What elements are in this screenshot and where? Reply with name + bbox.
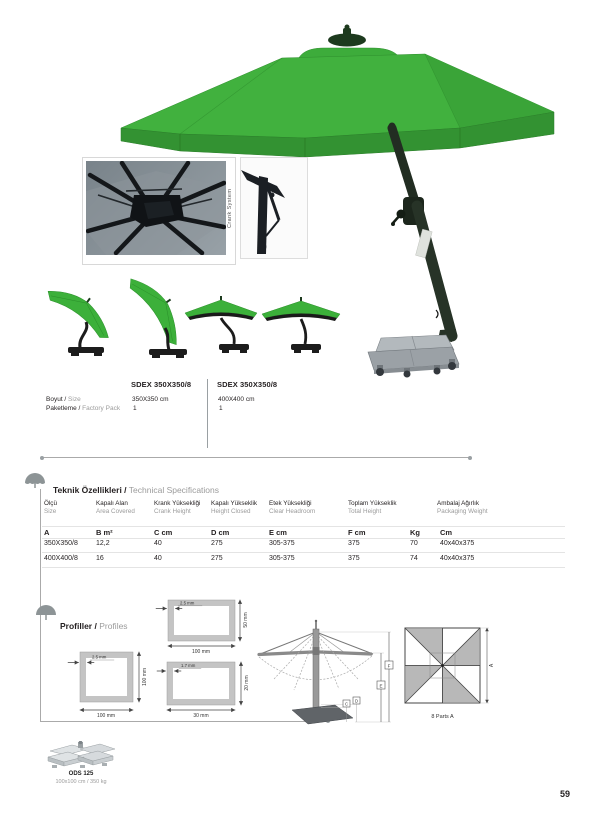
row-label-pack-en: Factory Pack — [82, 405, 121, 412]
profile-drawing-3 — [157, 662, 250, 719]
spec-col-packaging-en: Packaging Weight — [437, 507, 488, 515]
spec-cell: 275 — [211, 540, 223, 547]
dim-label-a: A — [489, 663, 495, 668]
spec-col-packaging — [437, 500, 488, 515]
spec-col-closed — [211, 500, 257, 515]
unit-a: A — [44, 528, 50, 537]
spec-cell: 305-375 — [269, 555, 295, 562]
spec-rule-1 — [42, 526, 565, 527]
row-label-size — [46, 396, 81, 403]
profile-1-height-label: 50 mm — [243, 612, 249, 628]
spec-col-total-en: Total Height — [348, 507, 382, 515]
spec-rule-2 — [42, 538, 565, 539]
profile-1-wall-label: 2.5 mm — [180, 600, 195, 606]
unit-kg: Kg — [410, 528, 420, 537]
spec-col-size — [44, 500, 57, 515]
size-value-1: 350X350 cm — [132, 396, 169, 403]
unit-d: D cm — [211, 528, 230, 537]
spec-col-area-tr: Kapalı Alan — [96, 500, 128, 507]
umbrella-base — [368, 329, 459, 378]
spec-col-closed-en: Height Closed — [211, 507, 251, 515]
parts-caption: 8 Parts A — [431, 714, 454, 720]
dim-label-d: D — [354, 698, 359, 704]
spec-cell: 40 — [154, 555, 162, 562]
unit-c: C cm — [154, 528, 173, 537]
spec-cell: 275 — [211, 555, 223, 562]
row-label-size-tr: Boyut / — [46, 396, 67, 403]
dim-label-c: C — [344, 701, 349, 707]
base-spec: 100x100 cm / 350 kg — [55, 779, 107, 785]
spec-cell: 305-375 — [269, 540, 295, 547]
dim-label-e: E — [379, 683, 383, 689]
tech-specs-title-tr: Teknik Özellikleri / — [53, 485, 127, 495]
product-column-header-1: SDEX 350X350/8 — [131, 380, 192, 389]
spec-cell: 40x40x375 — [440, 540, 475, 547]
spec-cell: 400X400/8 — [44, 555, 78, 562]
products-table-divider — [207, 379, 208, 448]
profile-1-width-label: 100 mm — [191, 649, 211, 655]
spec-col-headroom-tr: Etek Yüksekliği — [269, 500, 312, 507]
row-label-pack-tr: Paketleme / — [46, 405, 81, 412]
dim-label-f: F — [387, 663, 391, 669]
spec-cell: 40 — [154, 540, 162, 547]
base-model: ODS 125 — [68, 771, 94, 777]
profile-2-height-label: 100 mm — [142, 667, 148, 687]
connector-dot-right — [468, 456, 472, 460]
row-label-size-en: Size — [68, 396, 81, 403]
umbrella-view-tilted-2 — [125, 278, 194, 358]
umbrella-view-open-1 — [185, 296, 257, 353]
umbrella-finial — [328, 25, 366, 47]
umbrella-view-tilted-1 — [44, 278, 121, 356]
profiles-drawings — [40, 595, 500, 740]
crank-system-label: Crank System — [227, 188, 233, 228]
profile-2-width-label: 100 mm — [96, 713, 116, 719]
pack-value-1: 1 — [133, 405, 137, 412]
profile-3-wall-label: 1.7 mm — [181, 663, 196, 668]
spec-cell: 40x40x375 — [440, 555, 475, 562]
spec-col-crank-en: Crank Height — [154, 507, 191, 515]
profile-2-wall-label: 2.5 mm — [92, 654, 107, 660]
spec-cell: 375 — [348, 555, 360, 562]
spec-cell: 16 — [96, 555, 104, 562]
spec-cell: 375 — [348, 540, 360, 547]
profiles-title-tr: Profiller / — [60, 621, 97, 631]
product-column-header-2: SDEX 350X350/8 — [217, 380, 278, 389]
spec-col-headroom — [269, 500, 315, 515]
canopy-top-view-diagram — [405, 628, 495, 720]
spec-col-packaging-tr: Ambalaj Ağırlık — [437, 500, 479, 507]
pack-value-2: 1 — [219, 405, 223, 412]
unit-b: B m² — [96, 528, 113, 537]
profiles-title-en: Profiles — [99, 621, 128, 631]
spec-rule-4 — [42, 567, 565, 568]
umbrella-pole — [389, 123, 453, 337]
profile-3-height-label: 20 mm — [244, 675, 250, 691]
umbrella-view-open-2 — [262, 297, 340, 353]
under-canopy-photo — [82, 157, 236, 265]
umbrella-icon — [24, 472, 46, 489]
tech-specs-title-en: Technical Specifications — [128, 485, 220, 495]
base-block-drawing — [42, 741, 120, 771]
umbrella-canopy — [121, 54, 554, 157]
unit-f: F cm — [348, 528, 366, 537]
umbrella-dimension-diagram — [259, 620, 393, 724]
spec-col-area-en: Area Covered — [96, 507, 135, 515]
section-connector-line — [42, 457, 470, 458]
page-number: 59 — [559, 789, 570, 799]
under-canopy-ribs — [86, 161, 226, 255]
crank-detail-photo — [240, 157, 308, 259]
spec-cell: 70 — [410, 540, 418, 547]
spec-col-total — [348, 500, 397, 515]
spec-col-crank-tr: Krank Yüksekliği — [154, 500, 201, 507]
spec-col-headroom-en: Clear Headroom — [269, 507, 316, 515]
row-label-pack — [46, 405, 120, 412]
spec-col-closed-tr: Kapalı Yükseklik — [211, 500, 258, 507]
umbrella-tilt-views — [30, 278, 380, 363]
spec-col-total-tr: Toplam Yükseklik — [348, 500, 397, 507]
spec-col-area — [96, 500, 135, 515]
unit-e: E cm — [269, 528, 287, 537]
profile-3-width-label: 30 mm — [193, 713, 209, 719]
profile-drawing-1 — [156, 600, 249, 655]
profile-drawing-2 — [68, 652, 148, 719]
spec-col-size-tr: Ölçü — [44, 500, 57, 507]
spec-cell: 74 — [410, 555, 418, 562]
unit-cm: Cm — [440, 528, 453, 537]
connector-dot-left — [40, 456, 44, 460]
spec-col-crank — [154, 500, 200, 515]
spec-col-size-en: Size — [44, 507, 57, 515]
size-value-2: 400X400 cm — [218, 396, 255, 403]
crank-detail-drawing — [241, 158, 305, 256]
tech-specs-title — [53, 485, 219, 495]
spec-rule-3 — [42, 552, 565, 553]
spec-cell: 350X350/8 — [44, 540, 78, 547]
spec-cell: 12,2 — [96, 540, 110, 547]
